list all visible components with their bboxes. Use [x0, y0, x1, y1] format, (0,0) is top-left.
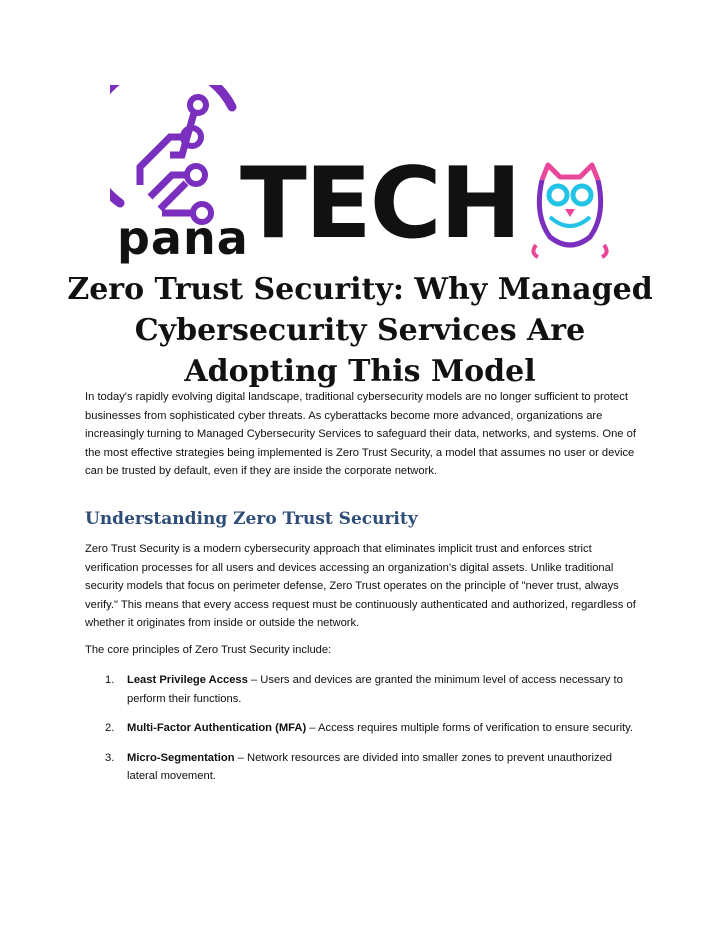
section-heading: Understanding Zero Trust Security	[85, 509, 418, 529]
principle-desc: – Network resources are divided into smaller zones to prevent unauthorized lateral movement.	[127, 751, 613, 782]
principle-desc: – Access requires multiple forms of verification to ensure security.	[306, 722, 634, 734]
section-paragraph: Zero Trust Security is a modern cybersecurity approach that eliminates implicit trust and enforces strict verification processes for all users and devices accessing an organization’s digital assets. Unlike traditional security models that focus on perimeter defense, Zero Trust operates on the principle of "never trust, always verify." This means that every access request must be continuously authenticated and authorized, regardless of whether it originates from inside or outside the network.	[85, 543, 636, 629]
intro-paragraph: In today's rapidly evolving digital landscape, traditional cybersecurity models are no longer sufficient to protect businesses from sophisticated cyber threats. As cyberattacks become more advanced, organizations are increasingly turning to Managed Cybersecurity Services to safeguard their data, networks, and systems. One of the most effective strategies being implemented is Zero Trust Security, a model that assumes no user or device can be trusted by default, even if they are inside the corporate network.	[85, 391, 636, 477]
principles-list	[85, 671, 645, 797]
owl-icon	[533, 165, 606, 257]
principle-term: Multi-Factor Authentication (MFA)	[127, 722, 307, 734]
list-item: 1. Least Privilege Access – Users and devices are granted the minimum level of access necessary to perform their functions.	[105, 674, 623, 705]
panatech-logo	[110, 85, 615, 265]
list-item: 3. Micro-Segmentation – Network resources are divided into smaller zones to prevent unauthorized lateral movement.	[105, 751, 613, 782]
principle-term: Least Privilege Access	[127, 674, 248, 686]
principle-term: Micro-Segmentation	[127, 751, 235, 764]
page-title: Zero Trust Security: Why Managed Cybersecurity Services Are Adopting This Model	[67, 272, 653, 389]
logo-tech-text: TECH	[240, 147, 520, 261]
principles-intro: The core principles of Zero Trust Security include:	[85, 644, 332, 656]
principle-desc: – Users and devices are granted the minimum level of access necessary to perform their functions.	[127, 674, 623, 705]
logo-pana-text: pana	[117, 211, 249, 265]
list-item: 2. Multi-Factor Authentication (MFA) – Access requires multiple forms of verification to ensure security.	[105, 722, 634, 734]
